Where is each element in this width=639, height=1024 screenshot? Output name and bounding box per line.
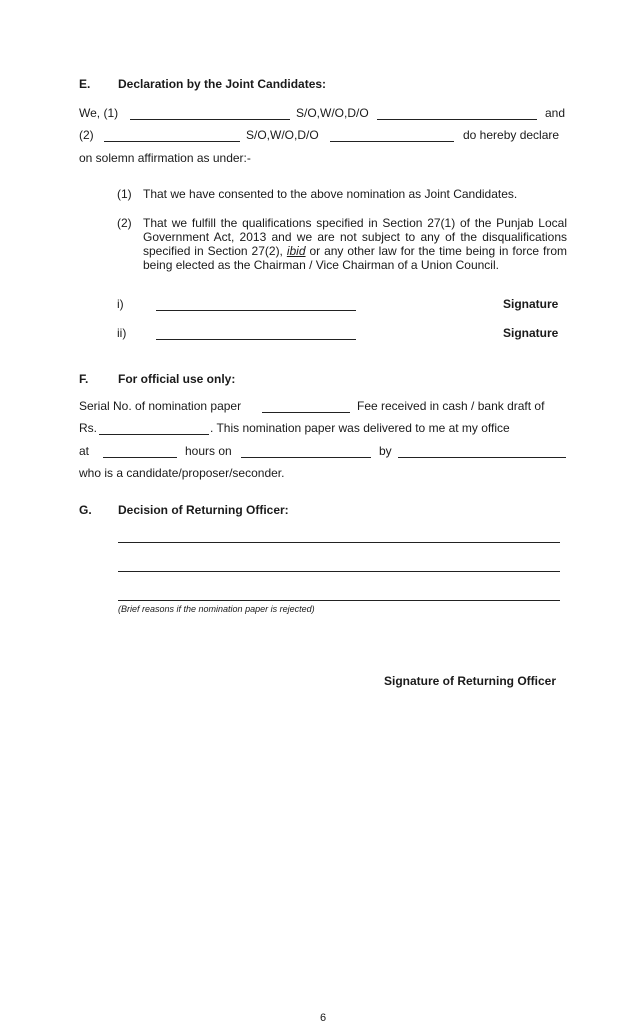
section-f-title: For official use only: (118, 372, 236, 386)
and-label: and (545, 106, 566, 120)
candidate-2-relation-field[interactable] (330, 141, 454, 142)
we-1-label: We, (1) (79, 106, 119, 120)
section-g-title: Decision of Returning Officer: (118, 503, 289, 517)
affirmation-label: on solemn affirmation as under:- (79, 151, 251, 165)
time-field[interactable] (103, 457, 177, 458)
item-2-text: That we fulfill the qualifications specified in Section 27(1) of the Punjab Local Government Act, 2013 and we are not subject to any of the disqualifications specified in Section 27(2), ibid or any other law for the time being in force from being elected as the Chairman / Vice Chairman of a Union Council. (143, 216, 567, 272)
decision-line-2[interactable] (118, 571, 560, 572)
fee-label: Fee received in cash / bank draft of (357, 399, 545, 413)
section-e-letter: E. (79, 77, 91, 91)
at-label: at (79, 444, 90, 458)
candidate-1-name-field[interactable] (130, 119, 290, 120)
signature-i-caption: Signature (503, 297, 559, 311)
amount-field[interactable] (99, 434, 209, 435)
relation-2-label: S/O,W/O,D/O (246, 128, 319, 142)
candidate-2-name-field[interactable] (104, 141, 240, 142)
relation-1-label: S/O,W/O,D/O (296, 106, 369, 120)
decision-line-3[interactable] (118, 600, 560, 601)
candidate-1-relation-field[interactable] (377, 119, 537, 120)
serial-number-field[interactable] (262, 412, 350, 413)
decision-line-1[interactable] (118, 542, 560, 543)
signature-ii-caption: Signature (503, 326, 559, 340)
num-2-label: (2) (79, 128, 94, 142)
section-e-title: Declaration by the Joint Candidates: (118, 77, 327, 91)
item-1-number: (1) (117, 187, 132, 201)
brief-reasons-note: (Brief reasons if the nomination paper is rejected) (118, 604, 315, 614)
by-label: by (379, 444, 392, 458)
item-1-text: That we have consented to the above nomination as Joint Candidates. (143, 187, 518, 201)
rs-label: Rs. (79, 421, 97, 435)
returning-officer-signature-label: Signature of Returning Officer (384, 674, 557, 688)
signature-ii-field[interactable] (156, 339, 356, 340)
signature-ii-label: ii) (117, 326, 127, 340)
item-2-number: (2) (117, 216, 132, 230)
delivered-label: . This nomination paper was delivered to me at my office (210, 421, 510, 435)
serial-label: Serial No. of nomination paper (79, 399, 242, 413)
declare-label: do hereby declare (463, 128, 560, 142)
signature-i-label: i) (117, 297, 124, 311)
page-number: 6 (320, 1012, 327, 1024)
hours-on-label: hours on (185, 444, 232, 458)
date-field[interactable] (241, 457, 371, 458)
signature-i-field[interactable] (156, 310, 356, 311)
section-g-letter: G. (79, 503, 92, 517)
section-f-letter: F. (79, 372, 89, 386)
who-label: who is a candidate/proposer/seconder. (79, 466, 285, 480)
delivered-by-field[interactable] (398, 457, 566, 458)
ibid-text: ibid (286, 244, 306, 258)
